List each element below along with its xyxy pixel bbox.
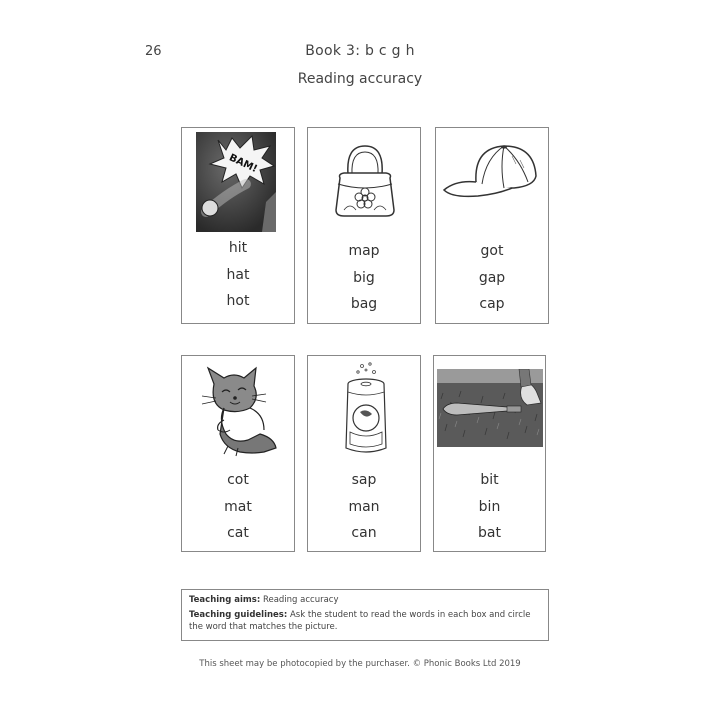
word-option[interactable]: can xyxy=(351,525,377,541)
baseball-hit-photo xyxy=(196,132,276,232)
copyright-footer: This sheet may be photocopied by the purchaser. © Phonic Books Ltd 2019 xyxy=(199,659,521,669)
word-option[interactable]: mat xyxy=(224,499,252,515)
word-option[interactable]: bat xyxy=(478,525,501,541)
word-option[interactable]: bit xyxy=(480,472,499,488)
teaching-aims-text: Reading accuracy xyxy=(262,595,339,605)
baseball-bat-photo xyxy=(437,369,543,447)
teaching-guidelines xyxy=(189,609,541,633)
page-subtitle: Reading accuracy xyxy=(297,71,423,87)
word-option[interactable]: man xyxy=(348,499,380,515)
word-option[interactable]: cap xyxy=(479,296,505,312)
word-card-bag xyxy=(307,127,421,324)
word-card-hit xyxy=(181,127,295,324)
cap-icon xyxy=(442,142,542,204)
cat-icon xyxy=(194,364,282,458)
bam-caption: BAM! xyxy=(227,152,259,176)
word-option[interactable]: hat xyxy=(226,267,250,283)
word-option[interactable]: map xyxy=(348,243,380,259)
word-option[interactable]: got xyxy=(480,243,504,259)
teaching-aims-label: Teaching aims: xyxy=(189,595,261,605)
word-card-cat xyxy=(181,355,295,552)
word-card-cap xyxy=(435,127,549,324)
word-card-bat xyxy=(433,355,546,552)
handbag-icon xyxy=(330,140,400,220)
word-option[interactable]: cot xyxy=(227,472,249,488)
soda-can-icon xyxy=(336,360,396,458)
word-option[interactable]: sap xyxy=(351,472,377,488)
word-option[interactable]: bag xyxy=(350,296,378,312)
word-option[interactable]: hit xyxy=(228,240,248,256)
teaching-guidelines-label: Teaching guidelines: xyxy=(189,610,288,620)
page-title: Book 3: b c g h xyxy=(305,43,415,59)
word-option[interactable]: bin xyxy=(478,499,501,515)
word-option[interactable]: gap xyxy=(478,270,506,286)
word-option[interactable]: big xyxy=(353,270,375,286)
teaching-aims xyxy=(189,594,541,606)
word-card-can xyxy=(307,355,421,552)
word-option[interactable]: cat xyxy=(227,525,249,541)
word-option[interactable]: hot xyxy=(226,293,250,309)
teaching-info-box xyxy=(181,589,549,641)
teaching-guidelines-text: Ask the student to read the words in each box and circle the word that matches the picture. xyxy=(189,610,531,632)
page-number: 26 xyxy=(145,44,162,59)
